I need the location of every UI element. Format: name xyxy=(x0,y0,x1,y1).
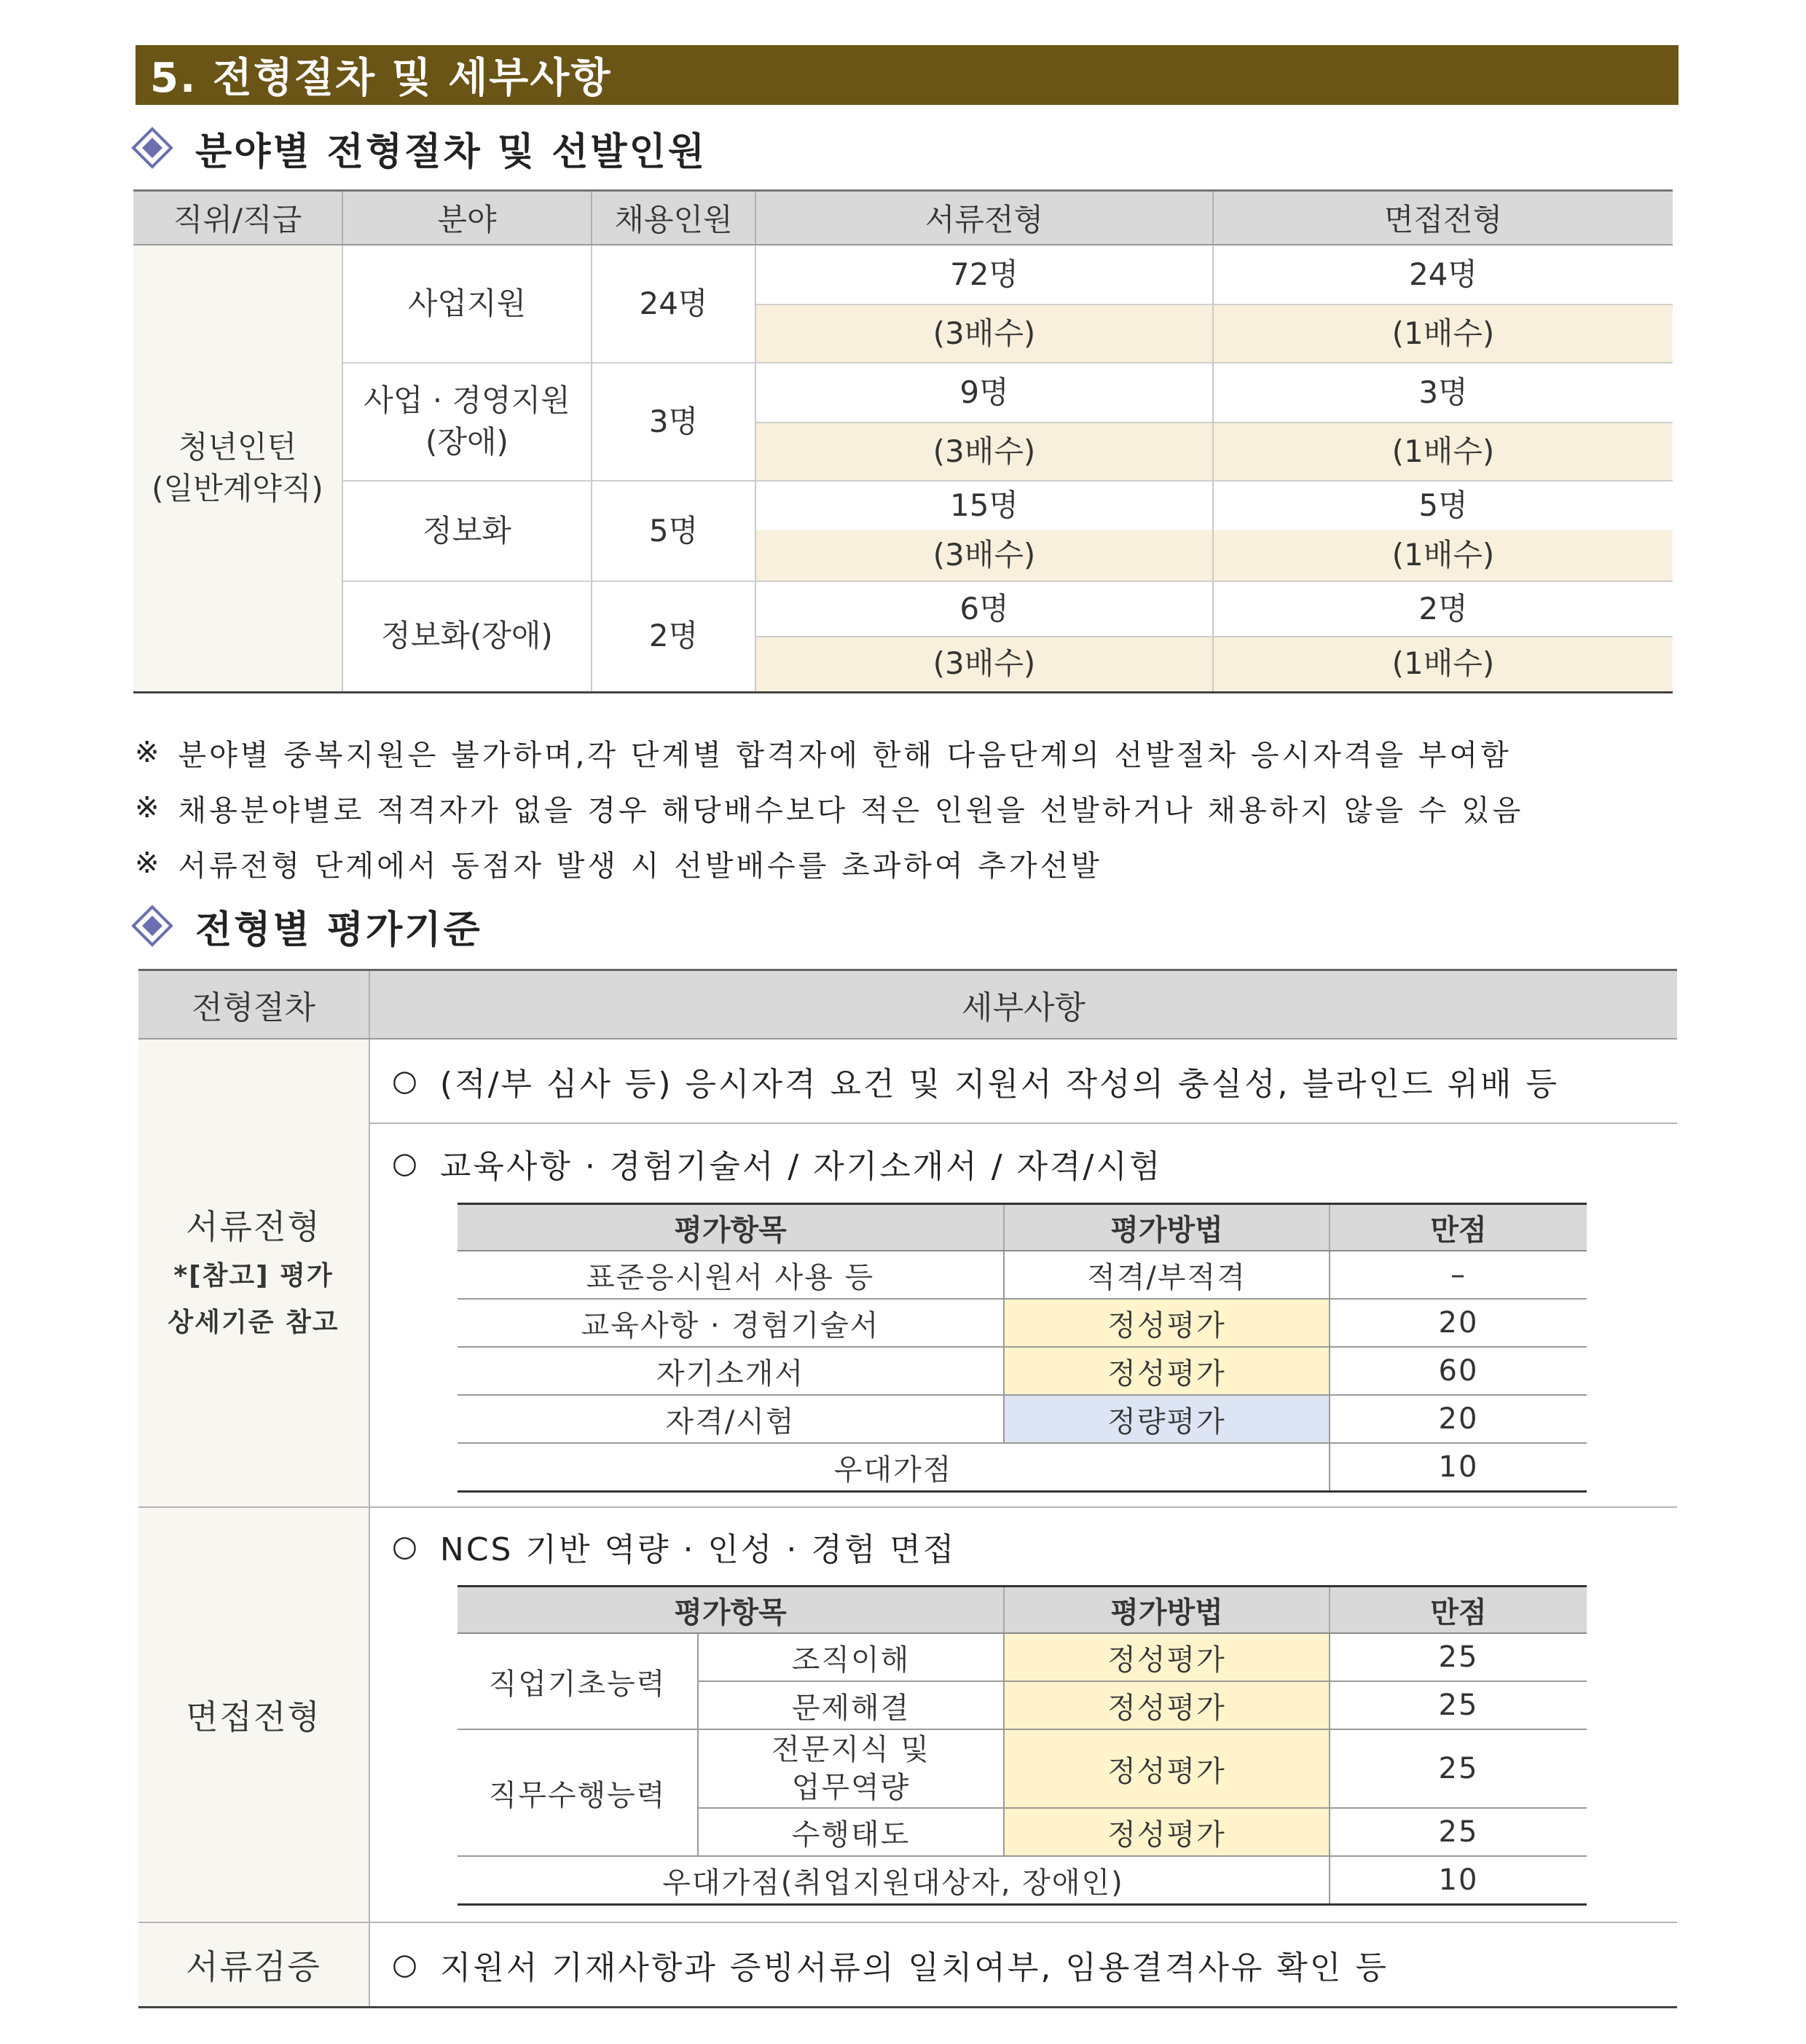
table-row xyxy=(458,1443,1587,1492)
notes xyxy=(135,725,1679,891)
header-field: 분야 xyxy=(342,191,592,245)
header-details: 세부사항 xyxy=(369,970,1677,1039)
detail-text: NCS 기반 역량 · 인성 · 경험 면접 xyxy=(439,1531,957,1568)
circle-bullet-icon: ○ xyxy=(392,1530,420,1563)
header-count: 채용인원 xyxy=(592,191,755,245)
table-row-doc xyxy=(138,1039,1677,1507)
note-text: 서류전형 단계에서 동점자 발생 시 선발배수를 초과하여 추가선발 xyxy=(178,849,1102,883)
eval-score: 25 xyxy=(1330,1808,1587,1856)
table-row-interview xyxy=(138,1507,1677,1922)
procedure-sub-note: *[참고] 평가 xyxy=(173,1260,334,1291)
count-cell: 24명 xyxy=(592,245,755,363)
int-mult-cell: (1배수) xyxy=(1213,304,1673,363)
eval-item: 문제해결 xyxy=(698,1681,1004,1729)
eval-method: 정성평가 xyxy=(1004,1808,1330,1856)
eval-item xyxy=(698,1729,1004,1808)
doc-cell: 9명 xyxy=(755,363,1213,422)
eval-group: 직무수행능력 xyxy=(458,1729,698,1856)
note-mark: ※ xyxy=(135,846,162,880)
count-cell: 5명 xyxy=(592,481,755,581)
count-cell: 2명 xyxy=(592,581,755,692)
details-cell xyxy=(369,1507,1677,1922)
page-title: 5. 전형절차 및 세부사항 xyxy=(136,45,1679,105)
detail-text: 지원서 기재사항과 증빙서류의 일치여부, 임용결격사유 확인 등 xyxy=(439,1949,1389,1986)
eval-method: 정성평가 xyxy=(1004,1729,1330,1808)
count-cell: 3명 xyxy=(592,363,755,481)
eval-score: 25 xyxy=(1330,1633,1587,1681)
eval-method: 적격/부적격 xyxy=(1004,1251,1330,1299)
eval-item: 자격/시험 xyxy=(458,1395,1004,1443)
note-item xyxy=(135,780,1679,836)
eval-item: 수행태도 xyxy=(698,1808,1004,1856)
doc-cell: 6명 xyxy=(755,581,1213,637)
criteria-table xyxy=(138,969,1677,2008)
note-item xyxy=(135,836,1679,891)
eval-bonus-score: 10 xyxy=(1330,1856,1587,1905)
interview-eval-table xyxy=(458,1585,1587,1906)
table-row xyxy=(458,1633,1587,1681)
table-row xyxy=(458,1299,1587,1347)
table-row xyxy=(133,581,1673,637)
detail-line xyxy=(370,1039,1677,1123)
selection-table xyxy=(133,189,1673,693)
table-row xyxy=(133,481,1673,530)
section-heading-text: 분야별 전형절차 및 선발인원 xyxy=(195,129,707,174)
header-eval-item: 평가항목 xyxy=(458,1204,1004,1251)
eval-group: 직업기초능력 xyxy=(458,1633,698,1729)
details-cell xyxy=(369,1922,1677,2007)
eval-item: 표준응시원서 사용 등 xyxy=(458,1251,1004,1299)
field-cell: 사업지원 xyxy=(342,245,592,363)
eval-score: 25 xyxy=(1330,1681,1587,1729)
doc-eval-table xyxy=(458,1203,1587,1493)
field-name-2: (장애) xyxy=(425,424,509,460)
section-heading-criteria xyxy=(131,900,482,951)
int-cell: 3명 xyxy=(1213,363,1673,422)
detail-text: (적/부 심사 등) 응시자격 요건 및 지원서 작성의 충실성, 블라인드 위배 등 xyxy=(439,1066,1560,1103)
eval-score: 60 xyxy=(1330,1347,1587,1395)
eval-bonus-score: 10 xyxy=(1330,1443,1587,1492)
eval-score: 20 xyxy=(1330,1299,1587,1347)
diamond-bullet-icon xyxy=(131,127,173,169)
field-cell xyxy=(342,363,592,481)
eval-item-line: 전문지식 및 xyxy=(772,1733,930,1766)
header-eval-method: 평가방법 xyxy=(1004,1204,1330,1251)
procedure-cell xyxy=(138,1507,369,1922)
procedure-label: 서류전형 xyxy=(186,1206,321,1246)
note-text: 채용분야별로 적격자가 없을 경우 해당배수보다 적은 인원을 선발하거나 채용하지 않을 수 있음 xyxy=(178,793,1524,828)
table-row xyxy=(458,1347,1587,1395)
procedure-label: 면접전형 xyxy=(186,1697,321,1737)
doc-cell: 72명 xyxy=(755,245,1213,304)
eval-bonus: 우대가점(취업지원대상자, 장애인) xyxy=(458,1856,1330,1905)
details-cell xyxy=(369,1039,1677,1507)
doc-cell: 15명 xyxy=(755,481,1213,530)
field-cell: 정보화 xyxy=(342,481,592,581)
eval-item: 교육사항 · 경험기술서 xyxy=(458,1299,1004,1347)
int-mult-cell: (1배수) xyxy=(1213,530,1673,581)
doc-mult-cell: (3배수) xyxy=(755,637,1213,692)
table-header-row xyxy=(133,191,1673,245)
note-item xyxy=(135,725,1679,780)
int-cell: 5명 xyxy=(1213,481,1673,530)
procedure-label: 서류검증 xyxy=(186,1946,321,1986)
detail-line xyxy=(370,1124,1677,1203)
eval-method: 정성평가 xyxy=(1004,1681,1330,1729)
header-eval-method: 평가방법 xyxy=(1004,1587,1330,1634)
circle-bullet-icon: ○ xyxy=(392,1064,420,1098)
table-row xyxy=(458,1251,1587,1299)
header-position: 직위/직급 xyxy=(133,191,342,245)
eval-method: 정성평가 xyxy=(1004,1633,1330,1681)
detail-line xyxy=(370,1941,1677,1988)
note-text: 분야별 중복지원은 불가하며,각 단계별 합격자에 한해 다음단계의 선발절차 응시자격을 부여함 xyxy=(178,738,1512,772)
circle-bullet-icon: ○ xyxy=(392,1147,420,1180)
eval-method: 정량평가 xyxy=(1004,1395,1330,1443)
eval-bonus: 우대가점 xyxy=(458,1443,1330,1492)
header-eval-score: 만점 xyxy=(1330,1204,1587,1251)
position-name: 청년인턴 xyxy=(178,429,297,465)
eval-method: 정성평가 xyxy=(1004,1347,1330,1395)
table-row-verify xyxy=(138,1922,1677,2007)
header-eval-score: 만점 xyxy=(1330,1587,1587,1634)
table-row xyxy=(458,1395,1587,1443)
table-row xyxy=(133,363,1673,422)
procedure-sub-note-2: 상세기준 참고 xyxy=(168,1307,339,1337)
procedure-cell xyxy=(138,1922,369,2007)
field-name: 사업 · 경영지원 xyxy=(364,382,570,419)
note-mark: ※ xyxy=(135,791,162,825)
doc-mult-cell: (3배수) xyxy=(755,304,1213,363)
doc-mult-cell: (3배수) xyxy=(755,422,1213,481)
header-doc: 서류전형 xyxy=(755,191,1213,245)
procedure-cell xyxy=(138,1039,369,1507)
int-cell: 24명 xyxy=(1213,245,1673,304)
int-cell: 2명 xyxy=(1213,581,1673,637)
eval-score: 25 xyxy=(1330,1729,1587,1808)
section-heading-selection xyxy=(131,122,707,173)
header-procedure: 전형절차 xyxy=(138,970,369,1039)
eval-score: 20 xyxy=(1330,1395,1587,1443)
doc-mult-cell: (3배수) xyxy=(755,530,1213,581)
eval-item: 자기소개서 xyxy=(458,1347,1004,1395)
header-eval-item: 평가항목 xyxy=(458,1587,1004,1634)
diamond-bullet-icon xyxy=(131,905,173,947)
table-row xyxy=(458,1729,1587,1808)
position-cell xyxy=(133,245,342,692)
int-mult-cell: (1배수) xyxy=(1213,422,1673,481)
section-heading-text: 전형별 평가기준 xyxy=(195,907,482,952)
position-type: (일반계약직) xyxy=(152,470,323,506)
table-row xyxy=(133,245,1673,304)
circle-bullet-icon: ○ xyxy=(392,1947,420,1981)
eval-score: – xyxy=(1330,1251,1587,1299)
note-mark: ※ xyxy=(135,736,162,769)
eval-method: 정성평가 xyxy=(1004,1299,1330,1347)
int-mult-cell: (1배수) xyxy=(1213,637,1673,692)
eval-item-line-2: 업무역량 xyxy=(791,1771,911,1804)
detail-text: 교육사항 · 경험기술서 / 자기소개서 / 자격/시험 xyxy=(439,1148,1163,1185)
header-interview: 면접전형 xyxy=(1213,191,1673,245)
table-header-row xyxy=(138,970,1677,1039)
field-cell: 정보화(장애) xyxy=(342,581,592,692)
eval-item: 조직이해 xyxy=(698,1633,1004,1681)
table-row xyxy=(458,1856,1587,1905)
detail-line xyxy=(370,1508,1677,1585)
